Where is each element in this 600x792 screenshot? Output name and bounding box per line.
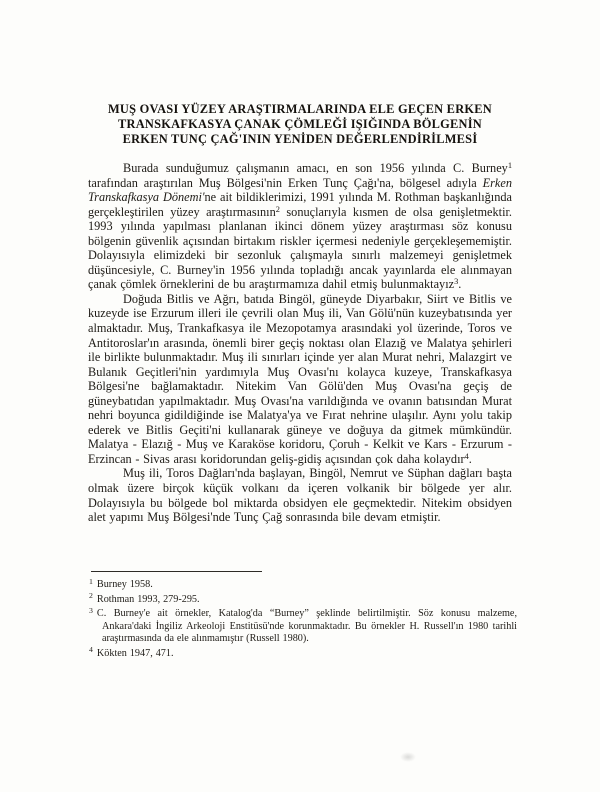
- text-segment: sonuçlarıyla kısmen de olsa genişletmektir. 1993 yılında yapılması planlanan ikinci dönem yüzey araştırması söz konusu bölgenin güvenlik açısından birtakım riskler içermesi nedeniyle gerçekleşememiştir. Dolayısıyla elimizdeki bir sezonluk çalışmayla sınırlı malzemeyi genişletmek düşüncesiyle, C. Burney'in 1956 yılında topladığı ancak yayınlarda ele alınmayan çanak çömlek örneklerini de bu araştırmamıza dahil etmiş bulunmaktayız: [88, 204, 512, 292]
- footnote-text: Burney 1958.: [96, 579, 153, 590]
- scan-artifact: [400, 752, 416, 762]
- footnotes-list: [89, 576, 517, 662]
- article-body: [88, 161, 512, 525]
- footnote: [89, 608, 517, 645]
- footnote-number: 4: [89, 645, 93, 655]
- footnote-ref: 1: [507, 161, 512, 170]
- footnote-ref: 3: [454, 277, 459, 287]
- paper-title: [60, 102, 540, 146]
- footnote-ref: 4: [464, 451, 469, 461]
- footnote-number: 2: [89, 591, 93, 601]
- footnote-separator-rule: [91, 571, 262, 572]
- text-segment: .: [458, 277, 462, 292]
- footnote-ref: 2: [275, 204, 280, 214]
- footnote-number: 1: [89, 576, 93, 586]
- text-segment: ne ait bildiklerimizi, 1991 yılında M. Rothman başkanlığında gerçekleştirilen yüzey araştırmasının: [88, 190, 512, 219]
- paragraph: [88, 292, 512, 467]
- title-line: MUŞ OVASI YÜZEY ARAŞTIRMALARINDA ELE GEÇEN ERKEN: [107, 102, 492, 116]
- footnote: [89, 576, 517, 591]
- footnote-text: C. Burney'e ait örnekler, Katalog'da “Burney” şeklinde belirtilmiştir. Söz konusu malzeme, Ankara'daki İngiliz Arkeoloji Enstitüsü'nde korunmaktadır. Bu örnekler H. Russell'ın 1980 tarihli araştırmasında da ele alınmamıştır (Russell 1980).: [96, 608, 517, 644]
- text-segment: Burada sunduğumuz çalışmanın amacı, en son 1956 yılında C. Burney: [123, 161, 508, 175]
- title-line: TRANSKAFKASYA ÇANAK ÇÖMLEĞİ IŞIĞINDA BÖLGENİN: [118, 116, 482, 131]
- title-line: ERKEN TUNÇ ÇAĞ'ININ YENİDEN DEĞERLENDİRİLMESİ: [122, 131, 478, 146]
- footnote-text: Rothman 1993, 279-295.: [96, 593, 200, 605]
- text-segment: Doğuda Bitlis ve Ağrı, batıda Bingöl, güneyde Diyarbakır, Siirt ve Bitlis ve kuzeyde ise Erzurum illeri ile çevrili olan Muş ili, Van Gölü'nün kuzeybatısında yer almaktadır. Muş, Trankafkasya ile Mezopotamya arasındaki yol üzerinde, Toros ve Antitoroslar'ın arasında, önemli birer geçiş noktası olan Elazığ ve Malatya şehirleri ile birlikte bulunmaktadır. Muş ili sınırları içinde yer alan Murat nehri, Malazgirt ve Bulanık Geçitleri'nin yardımıyla Muş Ovası'nı kolayca kuzeye, Transkafkasya Bölgesi'ne bağlamaktadır. Nitekim Van Gölü'den Muş Ovası'na geçiş de güneybatıdan yapılmaktadır. Muş Ovası'na varıldığında ve ovanın batısından Murat nehri boyunca gidildiğinde ise Malatya'ya ve Fırat nehrine ulaşılır. Aynı yolu takip ederek ve Bitlis Geçiti'ni kullanarak güneye ve doğuya da gitmek mümkündür. Malatya - Elazığ - Muş ve Karaköse koridoru, Çoruh - Kelkit ve Kars - Erzurum - Erzincan - Sivas arası koridorundan geliş-gidiş açısından çok daha kolaydır: [88, 291, 512, 466]
- text-segment: Muş ili, Toros Dağları'nda başlayan, Bingöl, Nemrut ve Süphan dağları başta olmak üzere birçok küçük volkanı da içeren volkanik bir bölgede yer alır. Dolayısıyla bu bölgede bol miktarda obsidyen ele geçmektedir. Nitekim obsidyen alet yapımı Muş Bölgesi'nde Tunç Çağ sonrasında bile devam etmiştir.: [88, 466, 512, 525]
- footnote-number: 3: [89, 606, 93, 615]
- footnote: [89, 645, 517, 660]
- footnote: [89, 591, 517, 606]
- paragraph: [88, 161, 512, 292]
- text-segment: .: [468, 451, 472, 466]
- text-segment: Erken Transkafkasya Dönemi': [88, 175, 512, 205]
- paragraph: [88, 466, 512, 524]
- text-segment: tarafından araştırılan Muş Bölgesi'nin Erken Tunç Çağı'na, bölgesel adıyla: [88, 175, 483, 190]
- footnote-text: Kökten 1947, 471.: [96, 647, 174, 659]
